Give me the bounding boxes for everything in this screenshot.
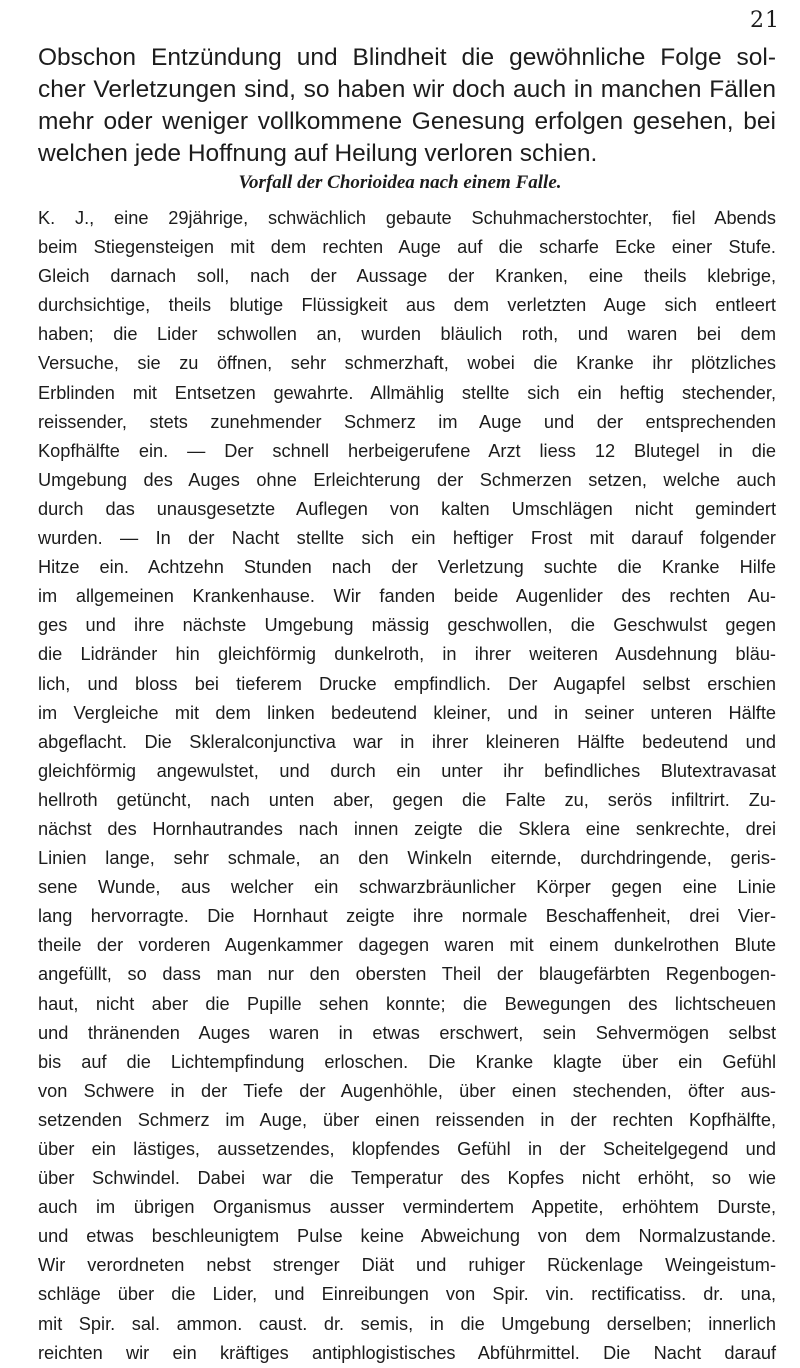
- body-line: haben; die Lider schwollen an, wurden bläulich roth, und waren bei dem: [38, 324, 776, 345]
- body-line: gleichförmig angewulstet, und durch ein unter ihr befindliches Blutextravasat: [38, 760, 776, 781]
- body-line: und etwas beschleunigtem Pulse keine Abweichung von dem Normalzustande.: [38, 1226, 776, 1247]
- body-line: auch im übrigen Organismus ausser vermindertem Appetite, erhöhtem Durste,: [38, 1197, 776, 1218]
- body-line: über ein lästiges, aussetzendes, klopfendes Gefühl in der Scheitelgegend und: [38, 1139, 776, 1159]
- intro-line: Obschon Entzündung und Blindheit die gewöhnliche Folge sol-: [38, 44, 776, 71]
- body-line: lich, und bloss bei tieferem Drucke empfindlich. Der Augapfel selbst erschien: [38, 673, 776, 694]
- body-line: K. J., eine 29jährige, schwächlich gebaute Schuhmacherstochter, fiel Abends: [38, 208, 776, 228]
- page-number: 21: [750, 8, 780, 33]
- body-line: die Lidränder hin gleichförmig dunkelroth, in ihrer weiteren Ausdehnung bläu-: [38, 644, 776, 665]
- intro-line: mehr oder weniger vollkommene Genesung erfolgen gesehen, bei: [38, 108, 776, 135]
- body-line: sene Wunde, aus welcher ein schwarzbräunlicher Körper gegen eine Linie: [38, 877, 776, 898]
- body-line: bis auf die Lichtempfindung erloschen. Die Kranke klagte über ein Gefühl: [38, 1051, 776, 1072]
- body-line: nächst des Hornhautrandes nach innen zeigte die Sklera eine senkrechte, drei: [38, 818, 776, 839]
- body-line: setzenden Schmerz im Auge, über einen reissenden in der rechten Kopfhälfte,: [38, 1109, 776, 1130]
- body-line: reichten wir ein kräftiges antiphlogistisches Abführmittel. Die Nacht darauf: [38, 1342, 776, 1363]
- body-line: reissender, stets zunehmender Schmerz im Auge und der entsprechenden: [38, 411, 776, 432]
- body-line: theile der vorderen Augenkammer dagegen waren mit einem dunkelrothen Blute: [38, 935, 776, 956]
- body-line: angefüllt, so dass man nur den obersten Theil der blaugefärbten Regenbogen-: [38, 964, 776, 985]
- body-line: Erblinden mit Entsetzen gewahrte. Allmählig stellte sich ein heftig stechender,: [38, 382, 776, 403]
- body-line: Versuche, sie zu öffnen, sehr schmerzhaft, wobei die Kranke ihr plötzliches: [38, 353, 776, 374]
- body-line: schläge über die Lider, und Einreibungen von Spir. vin. rectificatiss. dr. una,: [38, 1284, 776, 1305]
- body-line: von Schwere in der Tiefe der Augenhöhle, über einen stechenden, öfter aus-: [38, 1080, 776, 1101]
- body-line: ges und ihre nächste Umgebung mässig geschwollen, die Geschwulst gegen: [38, 615, 776, 636]
- body-line: durchsichtige, theils blutige Flüssigkeit aus dem verletzten Auge sich entleert: [38, 295, 776, 316]
- body-line: Gleich darnach soll, nach der Aussage der Kranken, eine theils klebrige,: [38, 266, 776, 287]
- body-line: lang hervorragte. Die Hornhaut zeigte ihre normale Beschaffenheit, drei Vier-: [38, 906, 776, 927]
- body-line: über Schwindel. Dabei war die Temperatur des Kopfes nicht erhöht, so wie: [38, 1168, 776, 1189]
- body-line: mit Spir. sal. ammon. caust. dr. semis, in die Umgebung derselben; innerlich: [38, 1313, 776, 1334]
- body-line: im allgemeinen Krankenhause. Wir fanden beide Augenlider des rechten Au-: [38, 586, 776, 607]
- body-line: im Vergleiche mit dem linken bedeutend kleiner, und in seiner unteren Hälfte: [38, 702, 776, 723]
- intro-line: welchen jede Hoffnung auf Heilung verloren schien.: [38, 140, 598, 167]
- body-line: durch das unausgesetzte Auflegen von kalten Umschlägen nicht gemindert: [38, 498, 776, 519]
- body-line: Umgebung des Auges ohne Erleichterung der Schmerzen setzen, welche auch: [38, 469, 776, 490]
- body-line: Kopfhälfte ein. — Der schnell herbeigerufene Arzt liess 12 Blutegel in die: [38, 440, 776, 461]
- intro-paragraph: [38, 42, 776, 170]
- body-line: haut, nicht aber die Pupille sehen konnte; die Bewegungen des lichtscheuen: [38, 993, 776, 1014]
- intro-line: cher Verletzungen sind, so haben wir doch auch in manchen Fällen: [38, 76, 776, 103]
- body-line: wurden. — In der Nacht stellte sich ein heftiger Frost mit darauf folgender: [38, 528, 776, 549]
- body-line: beim Stiegensteigen mit dem rechten Auge auf die scharfe Ecke einer Stufe.: [38, 237, 776, 258]
- body-line: und thränenden Auges waren in etwas erschwert, sein Sehvermögen selbst: [38, 1022, 776, 1043]
- section-title: Vorfall der Chorioidea nach einem Falle.: [238, 172, 562, 193]
- body-line: Hitze ein. Achtzehn Stunden nach der Verletzung suchte die Kranke Hilfe: [38, 557, 776, 578]
- body-line: hellroth getüncht, nach unten aber, gegen die Falte zu, serös infiltrirt. Zu-: [38, 789, 776, 810]
- case-report-paragraph: [38, 204, 776, 1368]
- body-line: abgeflacht. Die Skleralconjunctiva war in ihrer kleineren Hälfte bedeutend und: [38, 731, 776, 752]
- body-line: Wir verordneten nebst strenger Diät und ruhiger Rückenlage Weingeistum-: [38, 1255, 776, 1276]
- body-line: Linien lange, sehr schmale, an den Winkeln eiternde, durchdringende, geris-: [38, 848, 776, 869]
